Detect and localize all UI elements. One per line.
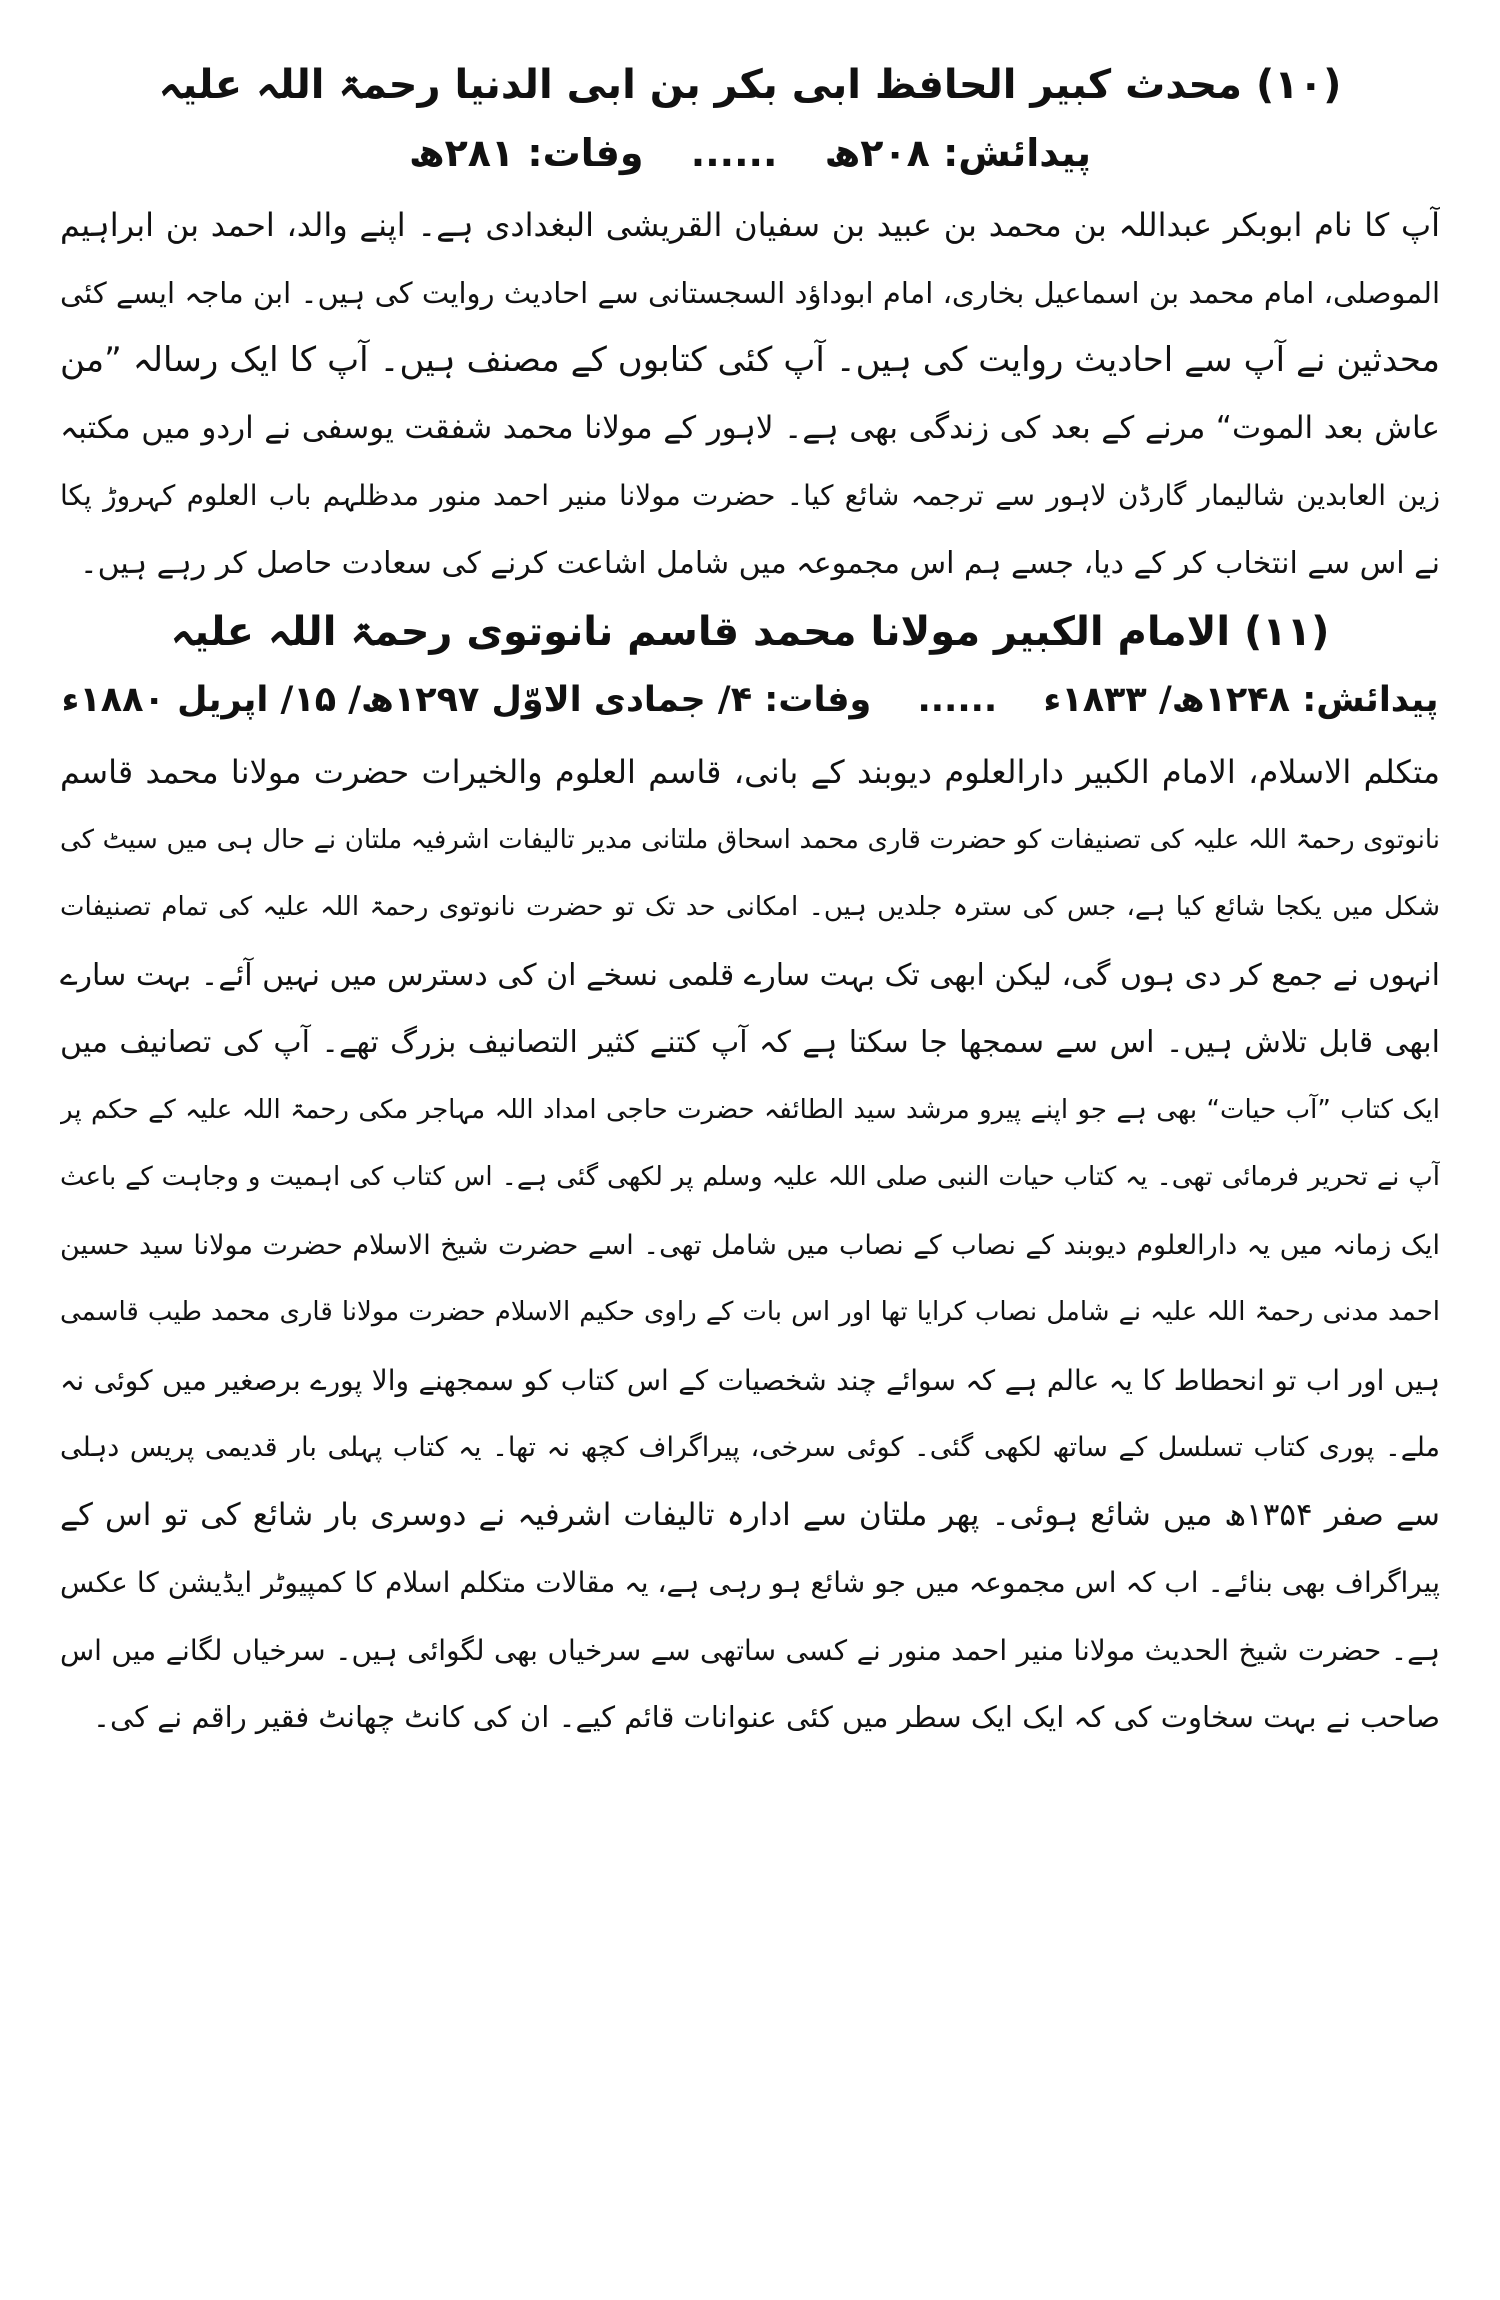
text-line: ابھی قابل تلاش ہیں۔ اس سے سمجھا جا سکتا ہے کہ آپ کتنے کثیر التصانیف بزرگ تھے۔ آپ کی تصانیف میں (60, 1025, 1440, 1060)
text-line: ہیں اور اب تو انحطاط کا یہ عالم ہے کہ سوائے چند شخصیات کے اس کتاب کو سمجھنے والا پورے برصغیر میں کوئی نہ (60, 1363, 1440, 1397)
text-line: پیراگراف بھی بنائے۔ اب کہ اس مجموعہ میں جو شائع ہو رہی ہے، یہ مقالات متکلم اسلام کا کمپیوٹر ایڈیشن کا عکس (60, 1566, 1440, 1599)
section-10-date-separator: ...... (690, 131, 778, 175)
section-10-birth: پیدائش: ۲۰۸ھ (824, 131, 1092, 175)
text-line: نے اس سے انتخاب کر کے دیا، جسے ہم اس مجموعہ میں شامل اشاعت کرنے کی سعادت حاصل کر رہے ہیں۔ (80, 545, 1440, 581)
section-11-dates (60, 667, 1440, 733)
text-line: ملے۔ پوری کتاب تسلسل کے ساتھ لکھی گئی۔ کوئی سرخی، پیراگراف کچھ نہ تھا۔ یہ کتاب پہلی بار قدیمی پریس دہلی (60, 1432, 1440, 1463)
text-line: متکلم الاسلام، الامام الکبیر دارالعلوم دیوبند کے بانی، قاسم العلوم والخیرات حضرت مولانا محمد قاسم (60, 753, 1440, 791)
section-11-birth: پیدائش: ۱۲۴۸ھ/ ۱۸۳۳ء (1043, 680, 1439, 720)
text-line: ہے۔ حضرت شیخ الحدیث مولانا منیر احمد منور نے کسی ساتھی سے سرخیاں بھی لگوائی ہیں۔ سرخیاں لگانے میں اس (60, 1633, 1440, 1667)
section-11-death: وفات: ۴/ جمادی الاوّل ۱۲۹۷ھ/ ۱۵/ اپریل ۱۸۸۰ء (61, 680, 872, 720)
text-line: انہوں نے جمع کر دی ہوں گی، لیکن ابھی تک بہت سارے قلمی نسخے ان کی دسترس میں نہیں آئے۔ بہت سارے (60, 957, 1440, 993)
text-line: آپ نے تحریر فرمائی تھی۔ یہ کتاب حیات النبی صلی اللہ علیہ وسلم پر لکھی گئی ہے۔ اس کتاب کی اہمیت و وجاہت کے باعث (60, 1162, 1440, 1192)
text-line: الموصلی، امام محمد بن اسماعیل بخاری، امام ابوداؤد السجستانی سے احادیث روایت کی ہیں۔ ابن ماجہ ایسے کئی (60, 275, 1440, 310)
section-10-heading: (۱۰) محدث کبیر الحافظ ابی بکر بن ابی الدنیا رحمۃ اللہ علیہ (158, 62, 1342, 108)
section-10-paragraph (60, 192, 1440, 597)
text-line: عاش بعد الموت“ مرنے کے بعد کی زندگی بھی ہے۔ لاہور کے مولانا محمد شفقت یوسفی نے اردو میں مکتبہ (60, 409, 1440, 446)
text-line: ایک کتاب ”آب حیات“ بھی ہے جو اپنے پیرو مرشد سید الطائفہ حضرت حاجی امداد اللہ مہاجر مکی رحمۃ اللہ علیہ کے حکم پر (60, 1094, 1440, 1125)
section-10-death: وفات: ۲۸۱ھ (408, 131, 644, 175)
text-line: ایک زمانہ میں یہ دارالعلوم دیوبند کے نصاب کے نصاب میں شامل تھی۔ اسے حضرت شیخ الاسلام حضرت مولانا سید حسین (60, 1229, 1440, 1261)
section-11-paragraph (60, 739, 1440, 1752)
section-11-heading: (۱۱) الامام الکبیر مولانا محمد قاسم نانوتوی رحمۃ اللہ علیہ (170, 609, 1330, 655)
text-line: احمد مدنی رحمۃ اللہ علیہ نے شامل نصاب کرایا تھا اور اس بات کے راوی حکیم الاسلام حضرت مولانا قاری محمد طیب قاسمی (60, 1297, 1440, 1327)
text-line: محدثین نے آپ سے احادیث روایت کی ہیں۔ آپ کئی کتابوں کے مصنف ہیں۔ آپ کا ایک رسالہ ”من (60, 340, 1440, 380)
text-line: شکل میں یکجا شائع کیا ہے، جس کی سترہ جلدیں ہیں۔ امکانی حد تک تو حضرت نانوتوی رحمۃ اللہ علیہ کی تمام تصنیفات (60, 892, 1440, 922)
text-line: صاحب نے بہت سخاوت کی کہ ایک ایک سطر میں کئی عنوانات قائم کیے۔ ان کی کانٹ چھانٹ فقیر راقم نے کی۔ (93, 1700, 1440, 1734)
section-10-dates (60, 120, 1440, 186)
text-line: نانوتوی رحمۃ اللہ علیہ کی تصنیفات کو حضرت قاری محمد اسحاق ملتانی مدیر تالیفات اشرفیہ ملتان نے حال ہی میں سیٹ کی (60, 824, 1440, 855)
text-line: سے صفر ۱۳۵۴ھ میں شائع ہوئی۔ پھر ملتان سے ادارہ تالیفات اشرفیہ نے دوسری بار شائع کی تو اس کے (60, 1496, 1440, 1533)
text-line: زین العابدین شالیمار گارڈن لاہور سے ترجمہ شائع کیا۔ حضرت مولانا منیر احمد منور مدظلہم باب العلوم کہروڑ پکا (60, 479, 1440, 512)
section-11-date-separator: ...... (917, 680, 998, 720)
text-line: آپ کا نام ابوبکر عبداللہ بن محمد بن عبید بن سفیان القریشی البغدادی ہے۔ اپنے والد، احمد بن ابراہیم (60, 206, 1440, 244)
